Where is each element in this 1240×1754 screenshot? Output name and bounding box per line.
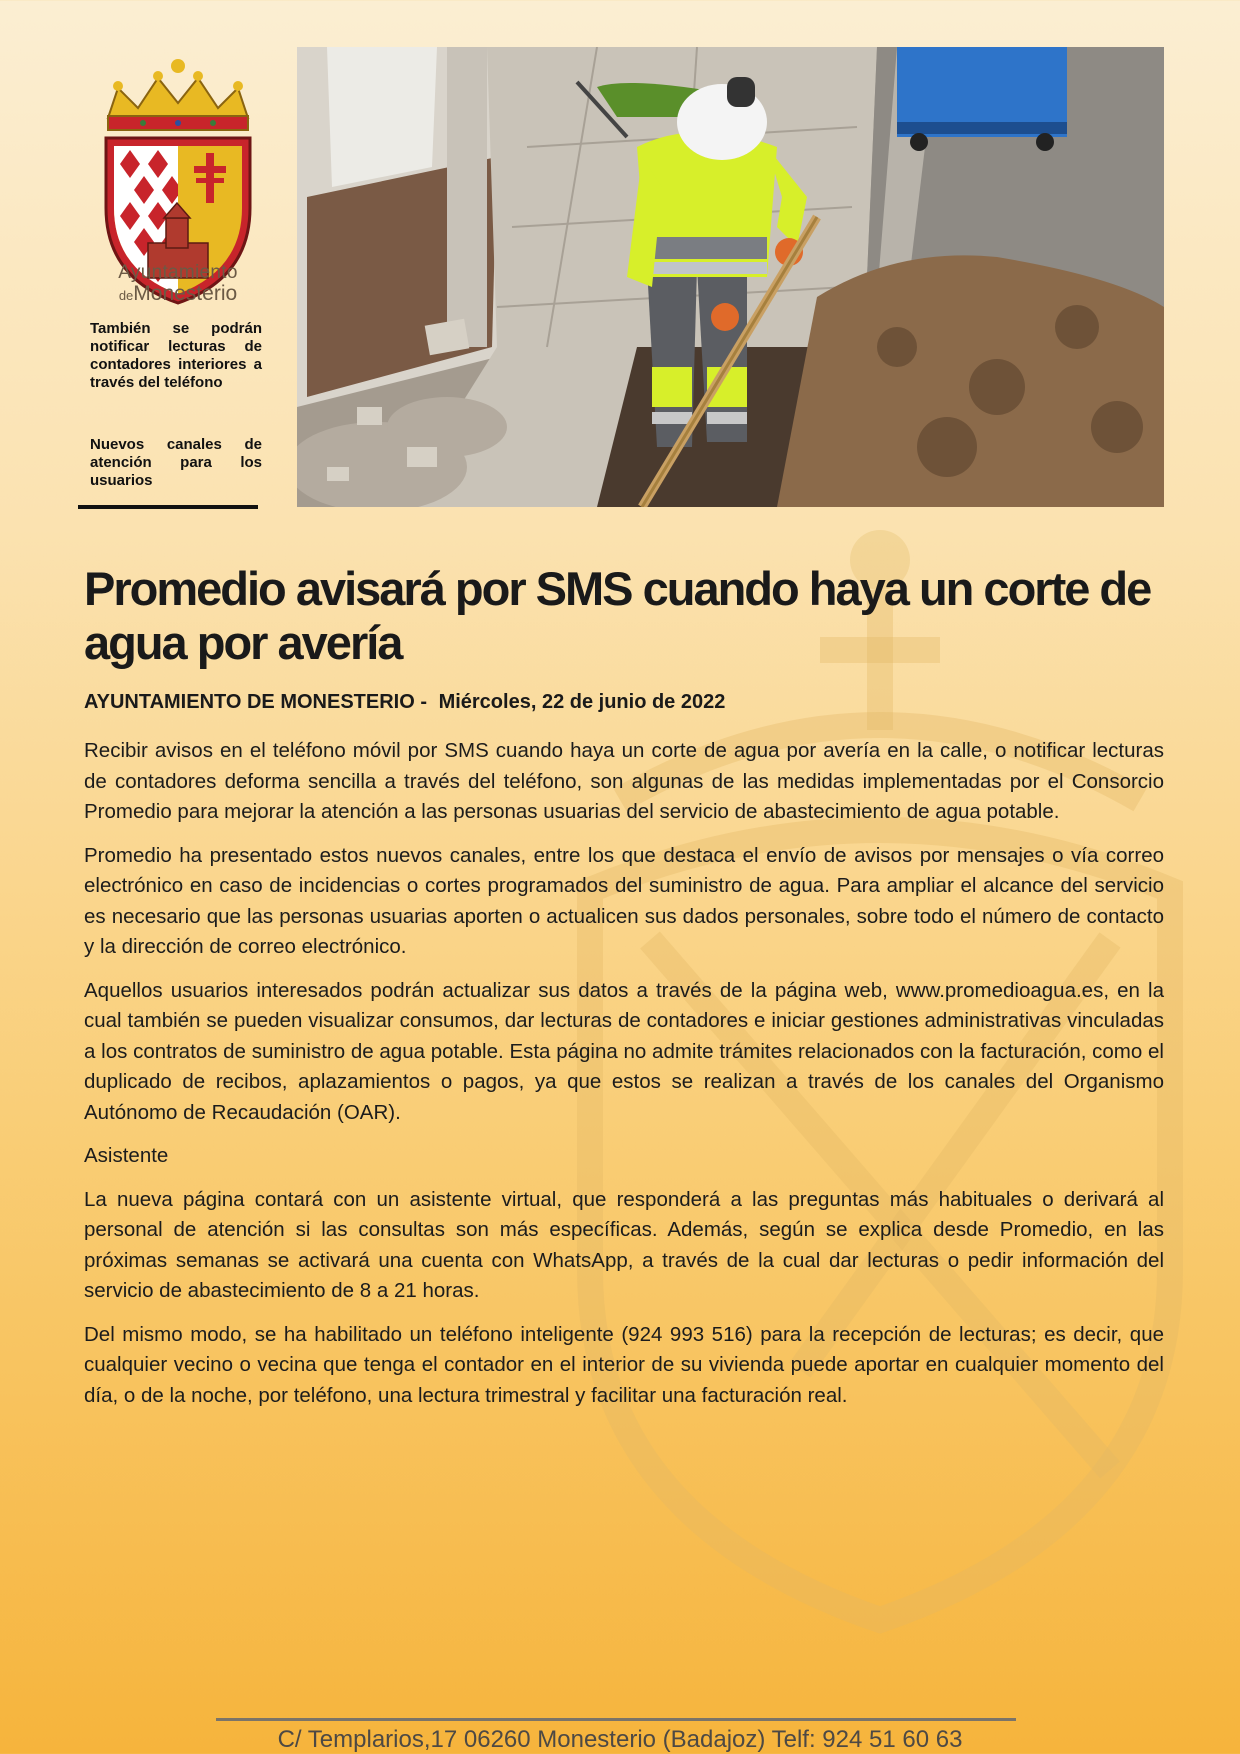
side-note-lecturas: También se podrán notificar lecturas de contadores interiores a través del teléfono xyxy=(90,320,262,391)
logo-line-monesterio: deMonesterio xyxy=(118,282,238,305)
logo-caption xyxy=(78,262,278,306)
article-body xyxy=(84,736,1164,1424)
footer-divider xyxy=(216,1718,1016,1721)
footer-address: C/ Templarios,17 06260 Monesterio (Badajoz) Telf: 924 51 60 63 xyxy=(277,1726,963,1753)
article-paragraph: Recibir avisos en el teléfono móvil por SMS cuando haya un corte de agua por avería en la calle, o notificar lecturas de contadores deforma sencilla a través del teléfono, son algunas de las medidas implementadas por el Consorcio Promedio para mejorar la atención a las personas usuarias del servicio de abastecimiento de agua potable. xyxy=(84,739,1164,823)
article-paragraph: Del mismo modo, se ha habilitado un teléfono inteligente (924 993 516) para la recepción de lecturas; es decir, que cualquier vecino o vecina que tenga el contador en el interior de su vivienda puede aportar en cualquier momento del día, o de la noche, por teléfono, una lectura trimestral y facilitar una facturación real. xyxy=(84,1322,1164,1407)
logo-line-ayuntamiento: Ayuntamiento xyxy=(118,262,238,283)
article-paragraph: Aquellos usuarios interesados podrán actualizar sus datos a través de la página web, www.promedioagua.es, en la cual también se pueden visualizar consumos, dar lecturas de contadores e iniciar gestiones administrativas vinculadas a los contratos de suministro de agua potable. Esta página no admite trámites relacionados con la facturación, como el duplicado de recibos, aplazamientos o pagos, ya que estos se realizan a través de los canales del Organismo Autónomo de Recaudación (OAR). xyxy=(84,978,1164,1124)
byline-source: AYUNTAMIENTO DE MONESTERIO - xyxy=(84,691,427,713)
article-byline xyxy=(84,691,725,714)
worker-trench-photo xyxy=(297,47,1164,507)
article-headline: Promedio avisará por SMS cuando haya un corte de agua por avería xyxy=(84,562,1151,669)
byline-date: Miércoles, 22 de junio de 2022 xyxy=(438,691,726,713)
side-divider xyxy=(78,505,258,509)
side-note-canales: Nuevos canales de atención para los usuarios xyxy=(90,436,262,489)
article-paragraph: Promedio ha presentado estos nuevos canales, entre los que destaca el envío de avisos por mensajes o vía correo electrónico en caso de incidencias o cortes programados del suministro de agua. Para ampliar el alcance del servicio es necesario que las personas usuarias aporten o actualicen sus dados personales, sobre todo el número de contacto y la dirección de correo electrónico. xyxy=(84,843,1164,958)
article-subheading: Asistente xyxy=(84,1144,169,1167)
article-paragraph: La nueva página contará con un asistente virtual, que responderá a las preguntas más habituales o derivará al personal de atención si las consultas son más específicas. Además, según se explica desde Promedio, en las próximas semanas se activará una cuenta con WhatsApp, a través de la cual dar lecturas o pedir información del servicio de abastecimiento de 8 a 21 horas. xyxy=(84,1187,1164,1302)
